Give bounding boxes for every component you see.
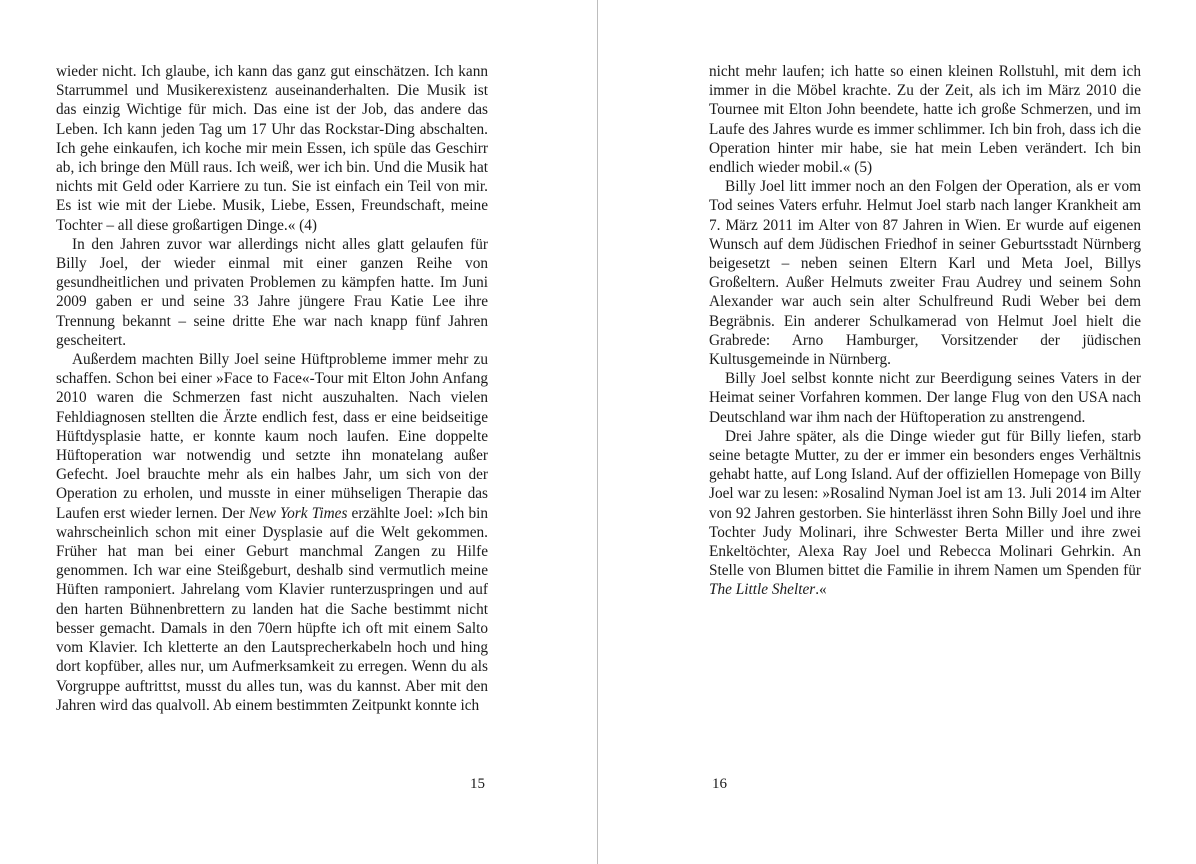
left-page <box>56 62 488 715</box>
page-number-left: 15 <box>470 776 485 792</box>
paragraph-text: Außerdem machten Billy Joel seine Hüftprobleme immer mehr zu schaffen. Schon bei einer »Face to Face«-Tour mit Elton John Anfang 2010 waren die Schmerzen fast nicht auszuhalten. Nach vielen Fehldiagnosen stellten die Ärzte endlich fest, dass er eine beidseitige Hüftdysplasie hatte, er konnte kaum noch laufen. Eine doppelte Hüftoperation war notwendig und setzte ihn monatelang außer Gefecht. Joel brauchte mehr als ein halbes Jahr, um sich von der Operation zu erholen, und musste in einer mühseligen Therapie das Laufen erst wieder lernen. Der <box>56 351 488 522</box>
right-page-body <box>709 62 1141 600</box>
paragraph-text: .« <box>815 581 827 599</box>
paragraph-text: erzählte Joel: »Ich bin wahrscheinlich schon mit einer Dysplasie auf die Welt gekommen. Früher hat man bei einer Geburt manchmal Zangen zu Hilfe genommen. Ich war eine Steißgeburt, deshalb sind vermutlich meine Hüften ramponiert. Jahrelang vom Klavier runterzuspringen und auf den harten Bühnenbrettern zu landen hat die Sache bestimmt nicht besser gemacht. Damals in den 70ern hüpfte ich oft mit einem Salto vom Klavier. Ich kletterte an den Lautsprecherkabeln hoch und hing dort kopfüber, alles nur, um Aufmerksamkeit zu erregen. Wenn du als Vorgruppe auftrittst, musst du alles tun, was du kannst. Aber mit den Jahren wird das qualvoll. Ab einem bestimmten Zeitpunkt konnte ich <box>56 504 488 714</box>
paragraph: Billy Joel selbst konnte nicht zur Beerdigung seines Vaters in der Heimat seiner Vorfahren kommen. Der lange Flug von den USA nach Deutschland war ihm nach der Hüftoperation zu anstrengend. <box>709 370 1141 426</box>
page-number-right: 16 <box>712 776 727 792</box>
paragraph-text: Drei Jahre später, als die Dinge wieder gut für Billy liefen, starb seine betagte Mutter, zu der er immer ein besonders enges Verhältnis gehabt hatte, auf Long Island. Auf der offiziellen Homepage von Billy Joel war zu lesen: »Rosalind Nyman Joel ist am 13. Juli 2014 im Alter von 92 Jahren gestorben. Sie hinterlässt ihren Sohn Billy Joel und ihre Tochter Judy Molinari, ihre Schwester Berta Miller und ihre zwei Enkeltöchter, Alexa Ray Joel und Rebecca Molinari Gehrkin. An Stelle von Blumen bittet die Familie in ihrem Namen um Spenden für <box>709 427 1141 580</box>
paragraph: nicht mehr laufen; ich hatte so einen kleinen Rollstuhl, mit dem ich immer in die Möbel krachte. Zu der Zeit, als ich im März 2010 die Tournee mit Elton John beendete, hatte ich große Schmerzen, und im Laufe des Jahres wurde es immer schlimmer. Ich bin froh, dass ich die Operation hinter mir habe, sie hat mein Leben verändert. Ich bin endlich wieder mobil.« (5) <box>709 63 1141 177</box>
left-page-body <box>56 62 488 715</box>
paragraph: In den Jahren zuvor war allerdings nicht alles glatt gelaufen für Billy Joel, der wieder einmal mit einer ganzen Reihe von gesundheitlichen und privaten Problemen zu kämpfen hatte. Im Juni 2009 gaben er und seine 33 Jahre jüngere Frau Katie Lee ihre Trennung bekannt – seine dritte Ehe war nach knapp fünf Jahren gescheitert. <box>56 235 488 349</box>
page-gutter <box>597 0 598 864</box>
publication-title: New York Times <box>248 504 348 522</box>
paragraph: Billy Joel litt immer noch an den Folgen der Operation, als er vom Tod seines Vaters erfuhr. Helmut Joel starb nach langer Krankheit am 7. März 2011 im Alter von 87 Jahren in Wien. Er wurde auf eigenen Wunsch auf dem Jüdischen Friedhof in seiner Geburtsstadt Nürnberg beigesetzt – neben seinen Eltern Karl und Meta Joel, Billys Großeltern. Außer Helmuts zweiter Frau Audrey und seinem Sohn Alexander war auch sein alter Schulfreund Rudi Weber bei dem Begräbnis. Ein anderer Schulkamerad von Helmut Joel hielt die Grabrede: Arno Hamburger, Vorsitzender der jüdischen Kultusgemeinde in Nürnberg. <box>709 178 1141 369</box>
right-page <box>709 62 1141 600</box>
paragraph: wieder nicht. Ich glaube, ich kann das ganz gut einschätzen. Ich kann Starrummel und Musikerexistenz auseinanderhalten. Die Musik ist das einzig Wichtige für mich. Das eine ist der Job, das andere das Leben. Ich kann jeden Tag um 17 Uhr das Rockstar-Ding abschalten. Ich gehe einkaufen, ich koche mir mein Essen, ich spüle das Geschirr ab, ich bringe den Müll raus. Ich weiß, wer ich bin. Und die Musik hat nichts mit Geld oder Karriere zu tun. Sie ist einfach ein Teil von mir. Es ist wie mit der Liebe. Musik, Liebe, Essen, Freundschaft, meine Tochter – all diese großartigen Dinge.« (4) <box>56 63 488 234</box>
organization-name: The Little Shelter <box>709 581 816 599</box>
paragraph <box>56 350 488 715</box>
paragraph <box>709 427 1141 600</box>
